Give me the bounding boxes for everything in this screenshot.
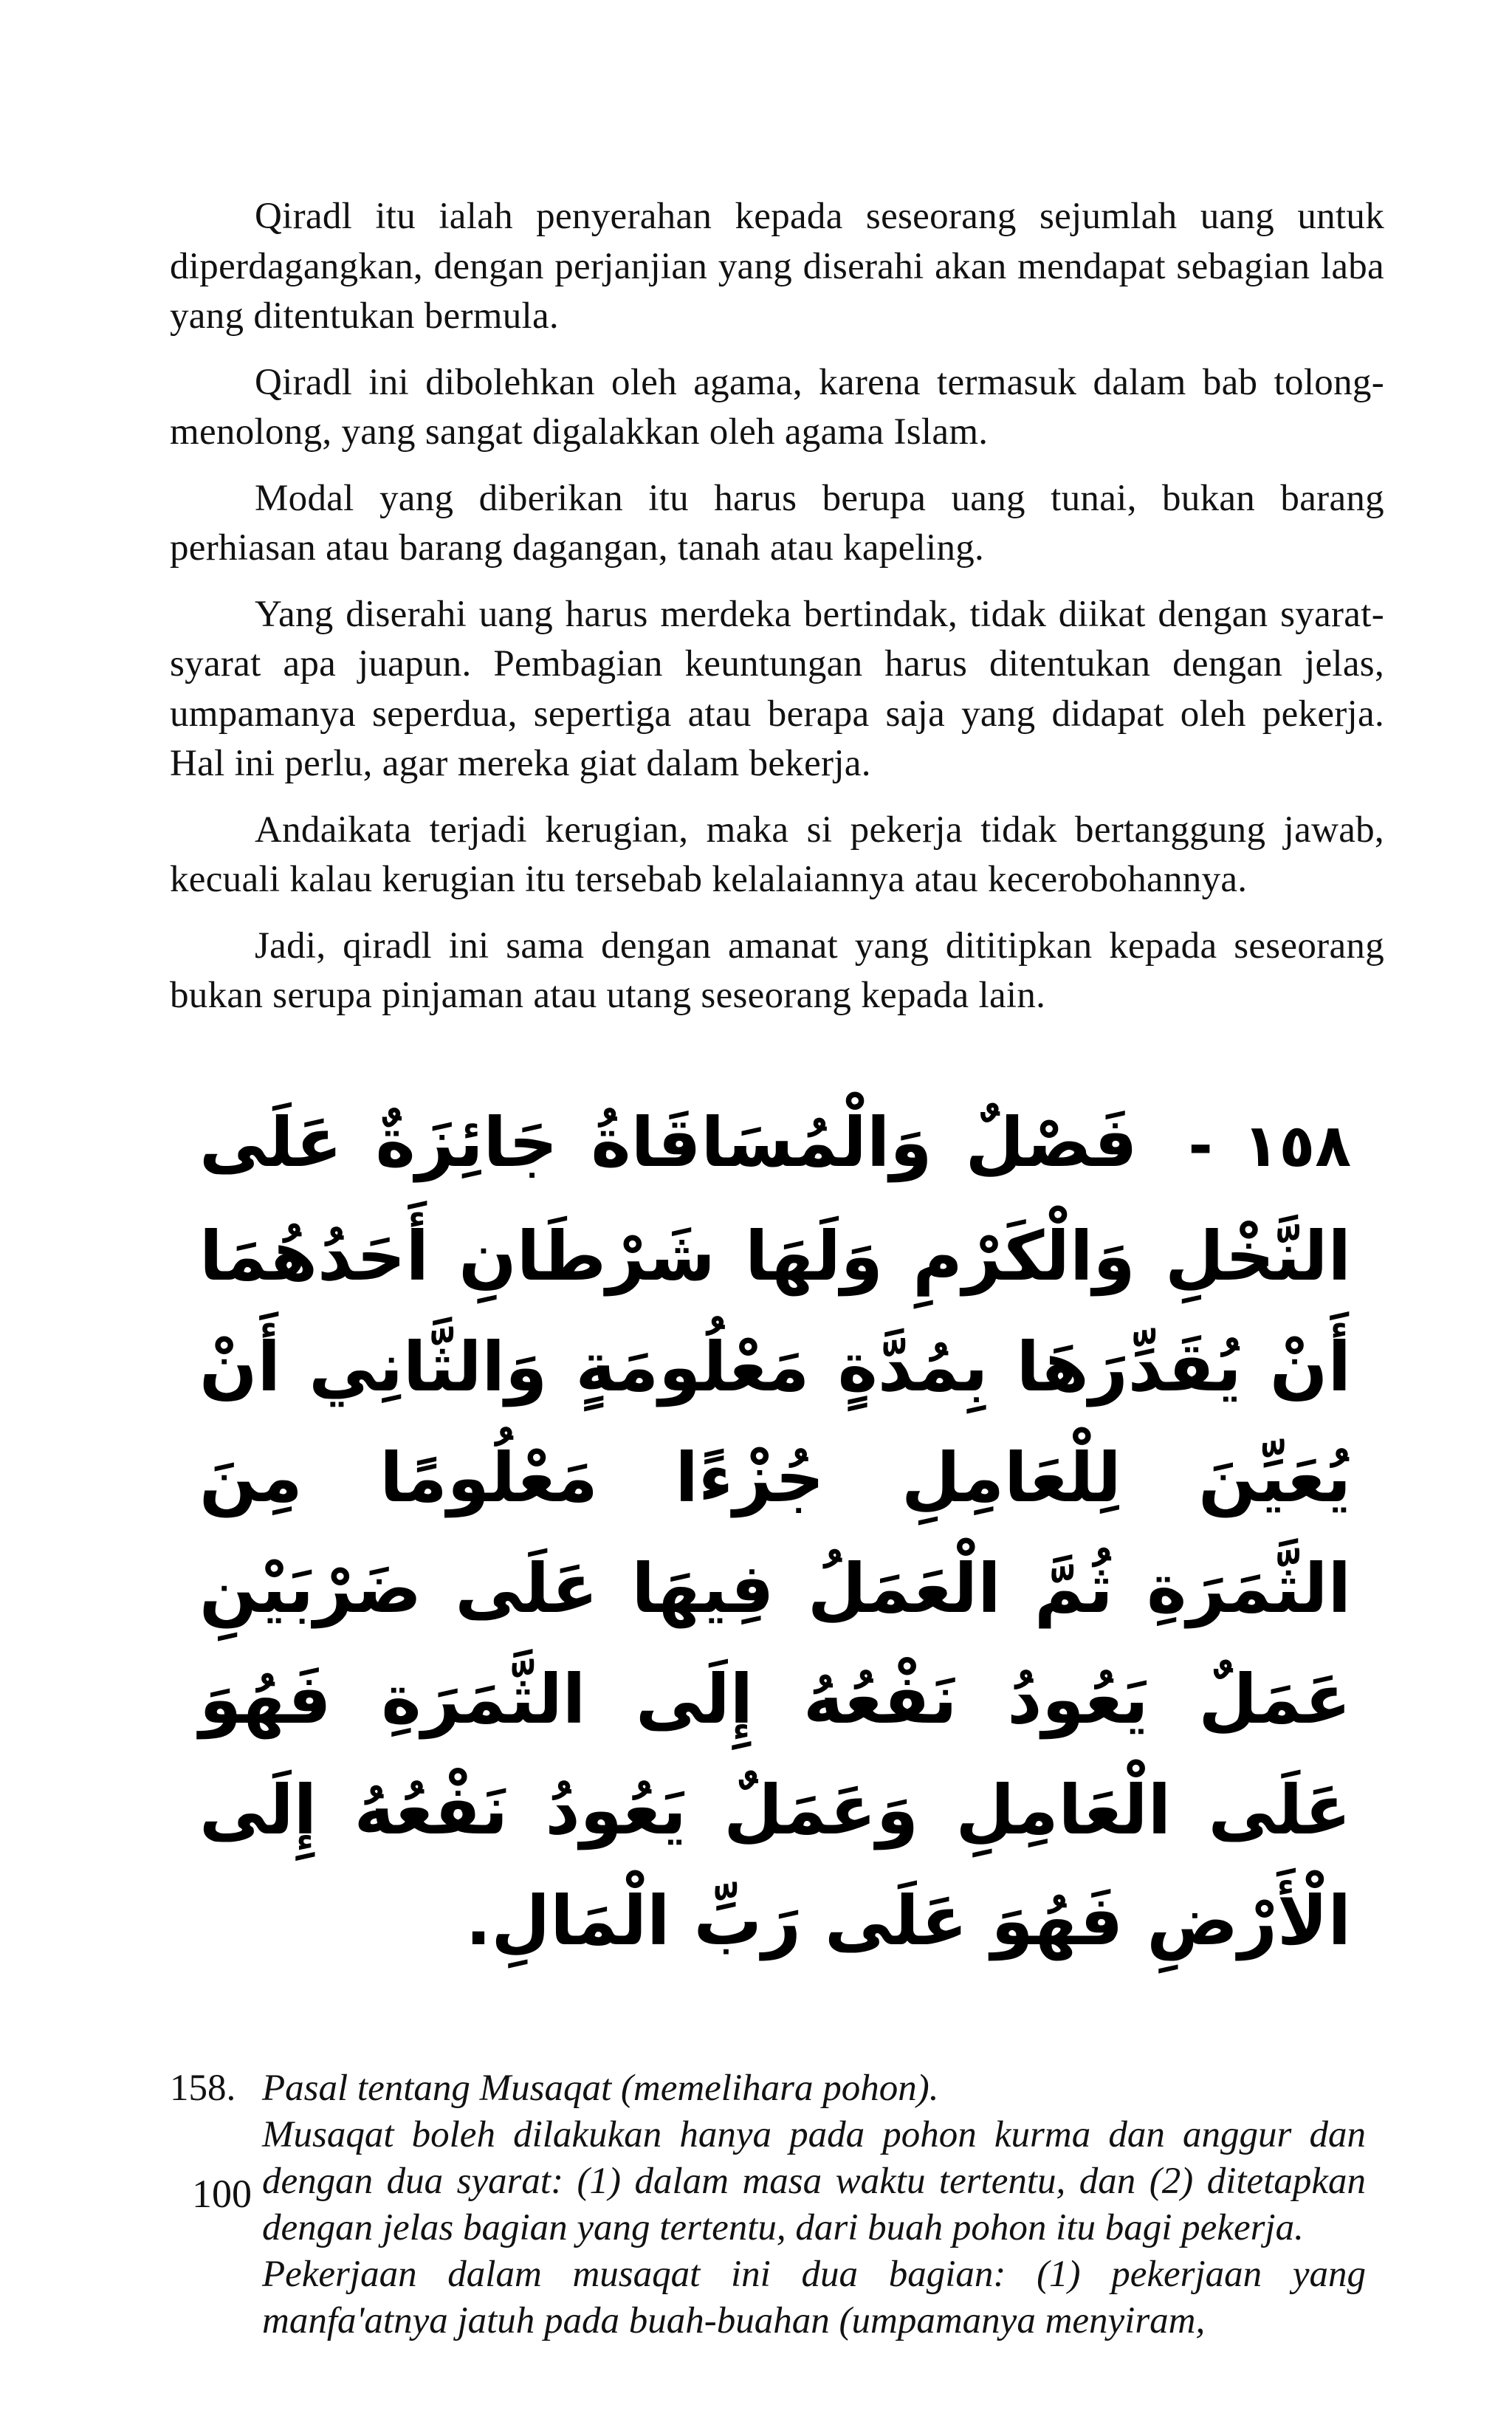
arabic-text: فَصْلٌ وَالْمُسَاقَاةُ جَائِزَةٌ عَلَى النَّخْلِ وَالْكَرْمِ وَلَهَا شَرْطَانِ أَحَدُهُمَا أَنْ يُقَدِّرَهَا بِمُدَّةٍ مَعْلُومَةٍ وَالثَّانِي أَنْ يُعَيِّنَ لِلْعَامِلِ جُزْءًا مَعْلُومًا مِنَ الثَّمَرَةِ ثُمَّ الْعَمَلُ فِيهَا عَلَى ضَرْبَيْنِ عَمَلٌ يَعُودُ نَفْعُهُ إِلَى الثَّمَرَةِ فَهُوَ عَلَى الْعَامِلِ وَعَمَلٌ يَعُودُ نَفْعُهُ إِلَى الْأَرْضِ فَهُوَ عَلَى رَبِّ الْمَالِ. bbox=[199, 1102, 1351, 1960]
paragraph-worker: Yang diserahi uang harus merdeka bertindak, tidak diikat dengan syarat-syarat apa juapun. Pembagian keuntungan harus ditentukan dengan jelas, umpamanya seperdua, sepertiga atau berapa saja yang didapat oleh pekerja. Hal ini perlu, agar mereka giat dalam bekerja. bbox=[170, 593, 1384, 784]
translation-title: Pasal tentang Musaqat (memelihara pohon). bbox=[262, 2067, 939, 2109]
page-number: 100 bbox=[192, 2172, 252, 2216]
translation-paragraph-conditions: Musaqat boleh dilakukan hanya pada pohon kurma dan anggur dan dengan dua syarat: (1) dalam masa waktu tertentu, dan (2) ditetapkan dengan jelas bagian yang tertentu, dari buah pohon itu bagi pekerja. bbox=[262, 2113, 1366, 2248]
paragraph-qiradl-permitted: Qiradl ini dibolehkan oleh agama, karena termasuk dalam bab tolong-menolong, yang sangat digalakkan oleh agama Islam. bbox=[170, 361, 1384, 453]
translation-section bbox=[170, 2065, 1384, 2344]
paragraph-qiradl-definition: Qiradl itu ialah penyerahan kepada seseorang sejumlah uang untuk diperdagangkan, dengan perjanjian yang diserahi akan mendapat sebagian laba yang ditentukan bermula. bbox=[170, 196, 1384, 337]
paragraph-capital: Modal yang diberikan itu harus berupa uang tunai, bukan barang perhiasan atau barang dagangan, tanah atau kapeling. bbox=[170, 477, 1384, 569]
translation-number: 158. bbox=[170, 2067, 236, 2109]
paragraph-loss: Andaikata terjadi kerugian, maka si pekerja tidak bertanggung jawab, kecuali kalau kerugian itu tersebab kelalaiannya atau kecerobohannya. bbox=[170, 809, 1384, 900]
page-content bbox=[170, 192, 1384, 2344]
translation-body bbox=[262, 2112, 1366, 2344]
translation-paragraph-work: Pekerjaan dalam musaqat ini dua bagian: (1) pekerjaan yang manfa'atnya jatuh pada buah-buahan (umpamanya menyiram, bbox=[262, 2253, 1366, 2341]
paragraph-conclusion: Jadi, qiradl ini sama dengan amanat yang dititipkan kepada seseorang bukan serupa pinjaman atau utang seseorang kepada lain. bbox=[170, 924, 1384, 1016]
arabic-section-number: ١٥٨ - bbox=[1188, 1111, 1352, 1180]
arabic-text-block bbox=[199, 1088, 1351, 1977]
translation-heading bbox=[170, 2065, 1384, 2112]
